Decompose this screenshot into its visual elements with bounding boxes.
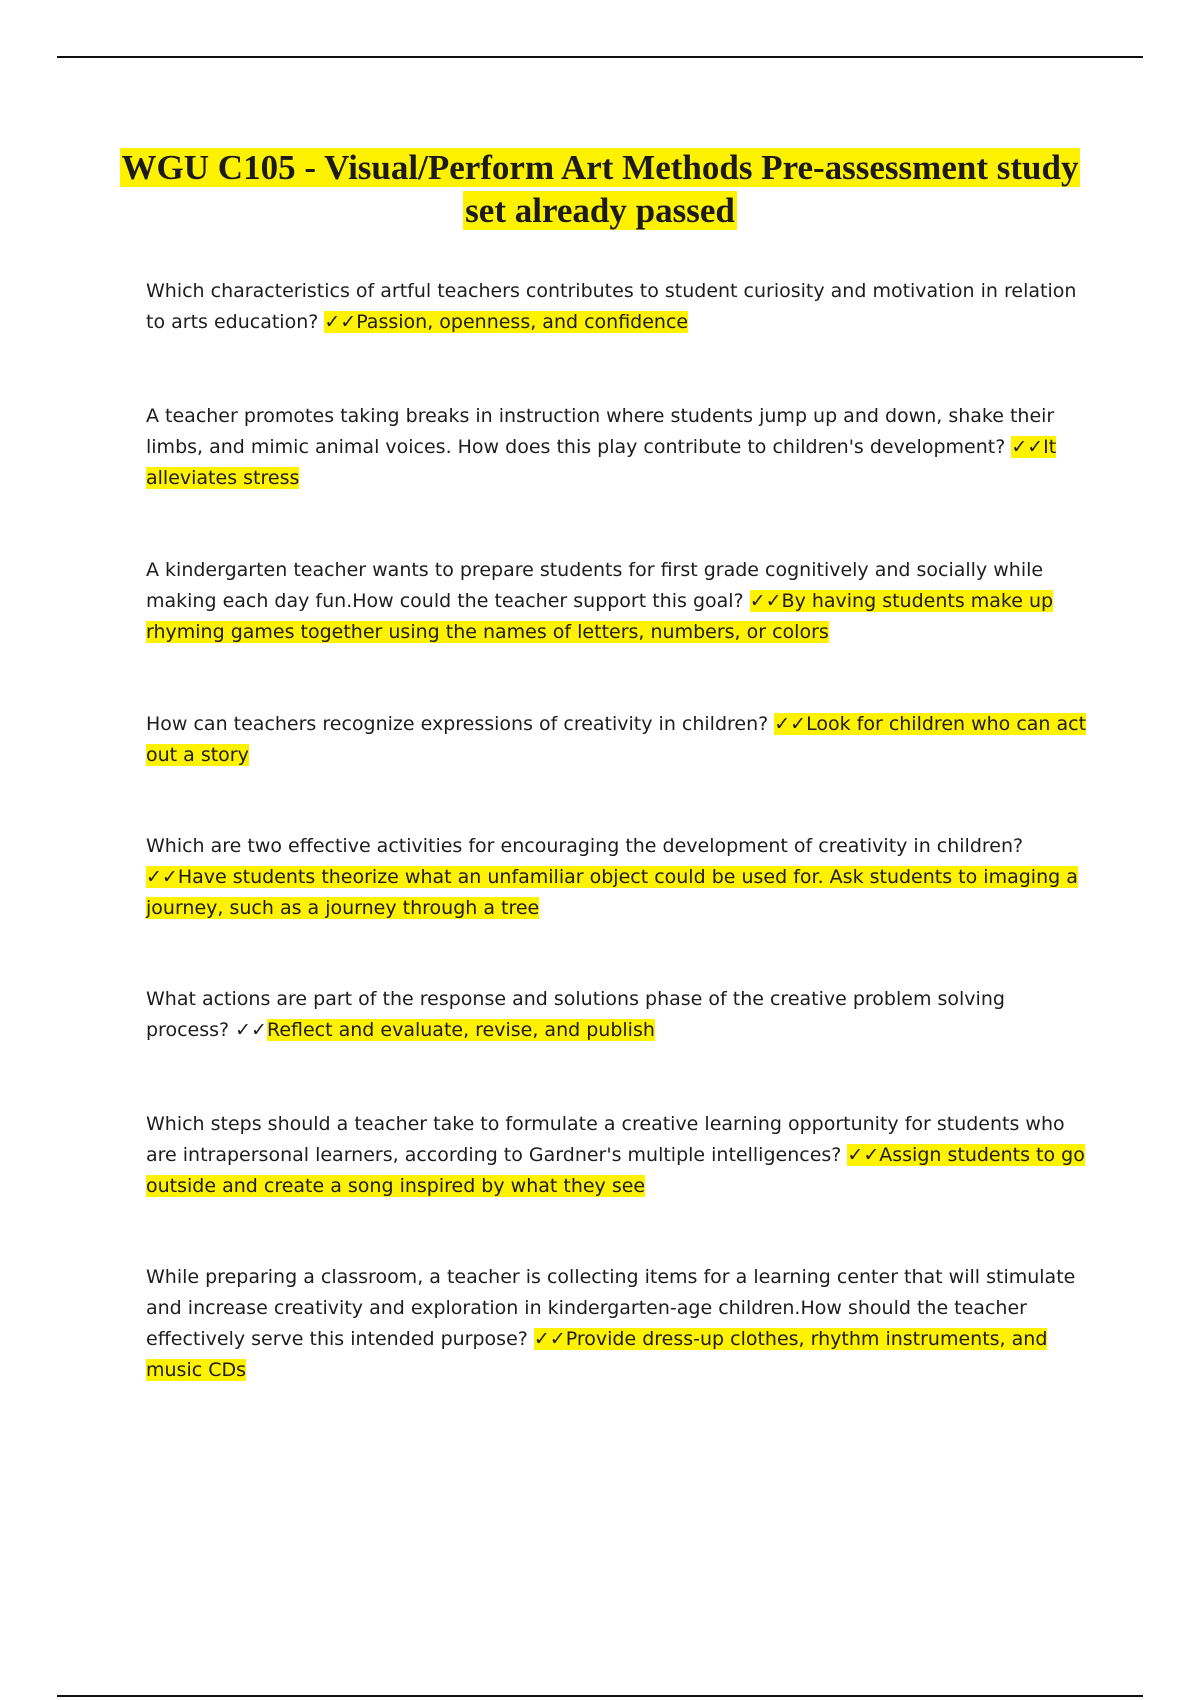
qa-item-6 — [146, 984, 1091, 1046]
check-mark-icon: ✓✓ — [749, 590, 782, 612]
answer-text: Look for children who can act out a story — [146, 713, 1087, 766]
question-text: While preparing a classroom, a teacher is collecting items for a learning center that will stimulate and increase creativity and exploration in kindergarten-age children.How should the teacher effectively serve this intended purpose? — [146, 1266, 1076, 1350]
check-mark-icon: ✓✓ — [146, 866, 178, 888]
question-text: What actions are part of the response and solutions phase of the creative problem solving process? — [146, 988, 1005, 1041]
answer-text: Assign students to go outside and create a song inspired by what they see — [146, 1144, 1085, 1197]
document-title-text: WGU C105 - Visual/Perform Art Methods Pre-assessment study set already passed — [121, 148, 1079, 230]
qa-item-7 — [146, 1109, 1091, 1202]
check-mark-icon: ✓✓ — [235, 1019, 267, 1041]
answer-text: Have students theorize what an unfamiliar object could be used for. Ask students to imaging a journey, such as a journey through a tree — [146, 866, 1078, 919]
question-text: Which are two effective activities for encouraging the development of creativity in children? — [146, 835, 1024, 857]
qa-item-1 — [146, 276, 1091, 338]
question-text: How can teachers recognize expressions of creativity in children? — [146, 713, 775, 735]
qa-item-3 — [146, 555, 1091, 648]
question-text: Which steps should a teacher take to formulate a creative learning opportunity for students who are intrapersonal learners, according to Gardner's multiple intelligences? — [146, 1113, 1065, 1166]
qa-item-2 — [146, 401, 1091, 494]
check-mark-icon: ✓✓ — [533, 1328, 566, 1350]
qa-item-5 — [146, 831, 1091, 924]
document-title — [100, 146, 1100, 232]
answer-text: It alleviates stress — [146, 436, 1057, 489]
answer-text: Provide dress-up clothes, rhythm instruments, and music CDs — [146, 1328, 1048, 1381]
answer-text: Reflect and evaluate, revise, and publish — [266, 1019, 655, 1041]
answer-text: Passion, openness, and confidence — [356, 311, 689, 333]
check-mark-icon: ✓✓ — [847, 1144, 880, 1166]
question-text: A teacher promotes taking breaks in instruction where students jump up and down, shake their limbs, and mimic animal voices. How does this play contribute to children's development? — [146, 405, 1055, 458]
question-text: Which characteristics of artful teachers contributes to student curiosity and motivation in relation to arts education? — [146, 280, 1077, 333]
top-rule — [57, 56, 1143, 58]
check-mark-icon: ✓✓ — [774, 713, 807, 735]
qa-item-8 — [146, 1262, 1091, 1386]
check-mark-icon: ✓✓ — [324, 311, 357, 333]
qa-item-4 — [146, 709, 1091, 771]
question-text: A kindergarten teacher wants to prepare students for first grade cognitively and socially while making each day fun.How could the teacher support this goal? — [146, 559, 1044, 612]
bottom-rule — [57, 1695, 1143, 1697]
check-mark-icon: ✓✓ — [1011, 436, 1044, 458]
answer-text: By having students make up rhyming games together using the names of letters, numbers, or colors — [146, 590, 1054, 643]
